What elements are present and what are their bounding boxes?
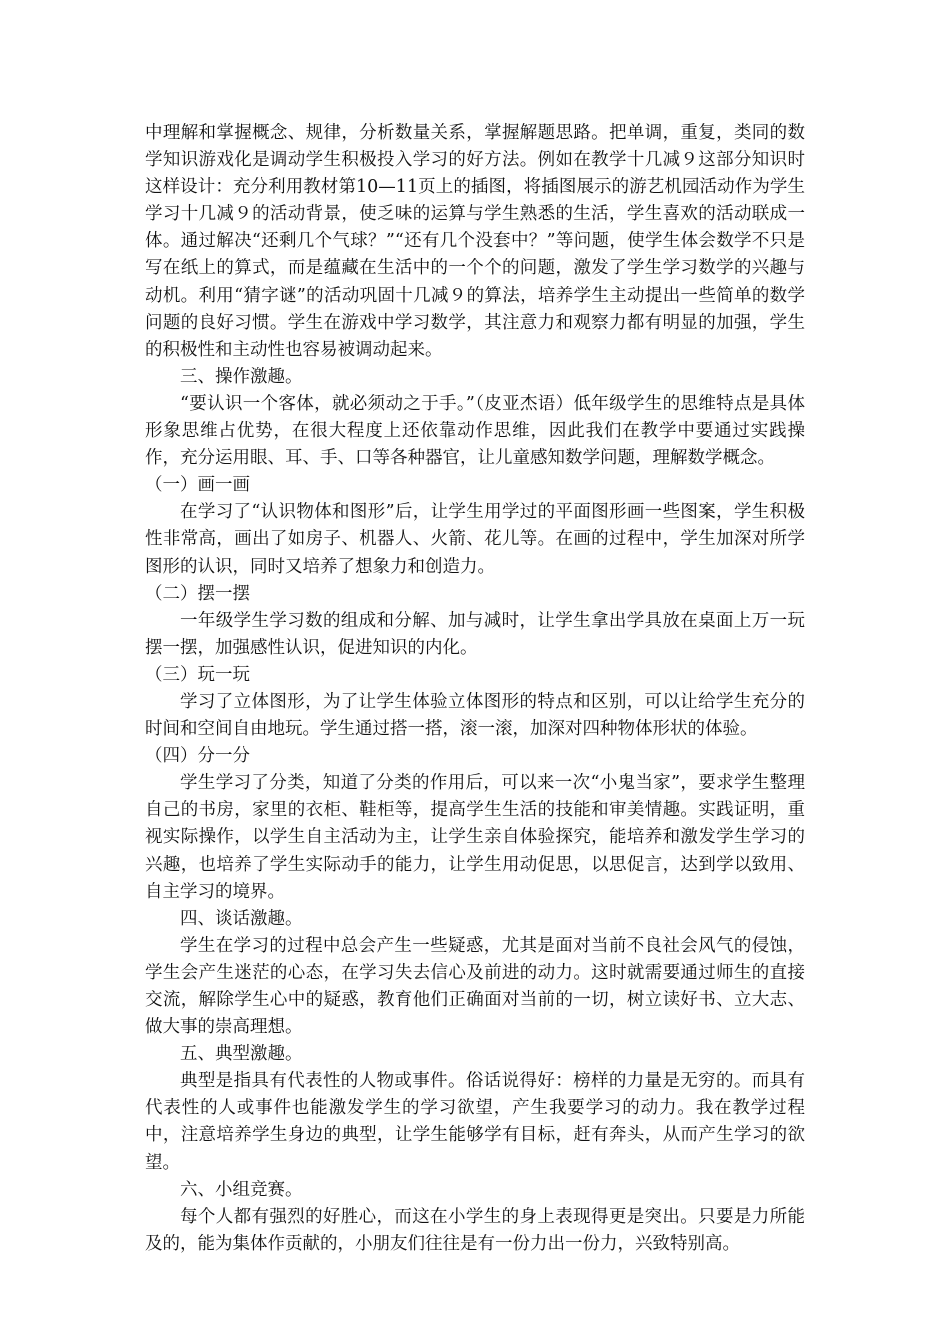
subheading-draw: （一）画一画 bbox=[145, 475, 250, 496]
section-heading-talk: 四、谈话激趣。 bbox=[180, 908, 303, 929]
document-body bbox=[145, 120, 805, 1258]
paragraph-continuation: 中理解和掌握概念、规律，分析数量关系，掌握解题思路。把单调，重复，类同的数学知识游戏化是调动学生积极投入学习的好方法。例如在教学十几减９这部分知识时这样设计：充分利用教材第10—11页上的插图，将插图展示的游艺机园活动作为学生学习十几减９的活动背景，使乏味的运算与学生熟悉的生活，学生喜欢的活动联成一体。通过解决“还剩几个气球？”“还有几个没套中？”等问题，使学生体会数学不只是写在纸上的算式，而是蕴藏在生活中的一个个的问题，激发了学生学习数学的兴趣与动机。利用“猜字谜”的活动巩固十几减９的算法，培养学生主动提出一些简单的数学问题的良好习惯。学生在游戏中学习数学，其注意力和观察力都有明显的加强，学生的积极性和主动性也容易被调动起来。 bbox=[145, 123, 805, 360]
paragraph: 一年级学生学习数的组成和分解、加与减时，让学生拿出学具放在桌面上万一玩摆一摆，加强感性认识，促进知识的内化。 bbox=[145, 610, 805, 658]
paragraph: 每个人都有强烈的好胜心，而这在小学生的身上表现得更是突出。只要是力所能及的，能为集体作贡献的，小朋友们往往是有一份力出一份力，兴致特别高。 bbox=[145, 1206, 805, 1254]
subheading-sort: （四）分一分 bbox=[145, 746, 250, 767]
section-heading-competition: 六、小组竞赛。 bbox=[180, 1179, 303, 1200]
subheading-play: （三）玩一玩 bbox=[145, 664, 250, 685]
paragraph: 学生学习了分类，知道了分类的作用后，可以来一次“小鬼当家”，要求学生整理自己的书房，家里的衣柜、鞋柜等，提高学生生活的技能和审美情趣。实践证明，重视实际操作，以学生自主活动为主，让学生亲自体验探究，能培养和激发学生学习的兴趣，也培养了学生实际动手的能力，让学生用动促思，以思促言，达到学以致用、自主学习的境界。 bbox=[145, 773, 805, 902]
subheading-arrange: （二）摆一摆 bbox=[145, 583, 250, 604]
section-heading-operation: 三、操作激趣。 bbox=[180, 366, 303, 387]
paragraph: 学生在学习的过程中总会产生一些疑惑，尤其是面对当前不良社会风气的侵蚀，学生会产生迷茫的心态，在学习失去信心及前进的动力。这时就需要通过师生的直接交流，解除学生心中的疑惑，教育他们正确面对当前的一切，树立读好书、立大志、做大事的崇高理想。 bbox=[145, 935, 805, 1038]
paragraph: 学习了立体图形，为了让学生体验立体图形的特点和区别，可以让给学生充分的时间和空间自由地玩。学生通过搭一搭，滚一滚，加深对四种物体形状的体验。 bbox=[145, 691, 805, 740]
section-heading-model: 五、典型激趣。 bbox=[180, 1044, 303, 1065]
paragraph: 典型是指具有代表性的人物或事件。俗话说得好：榜样的力量是无穷的。而具有代表性的人或事件也能激发学生的学习欲望，产生我要学习的动力。我在教学过程中，注意培养学生身边的典型，让学生能够学有目标，赶有奔头，从而产生学习的欲望。 bbox=[145, 1071, 805, 1173]
paragraph: “要认识一个客体，就必须动之于手。”（皮亚杰语）低年级学生的思维特点是具体形象思维占优势，在很大程度上还依靠动作思维，因此我们在教学中要通过实践操作，充分运用眼、耳、手、口等各种器官，让儿童感知数学问题，理解数学概念。 bbox=[145, 393, 805, 469]
paragraph: 在学习了“认识物体和图形”后，让学生用学过的平面图形画一些图案，学生积极性非常高，画出了如房子、机器人、火箭、花儿等。在画的过程中，学生加深对所学图形的认识，同时又培养了想象力和创造力。 bbox=[145, 502, 805, 577]
